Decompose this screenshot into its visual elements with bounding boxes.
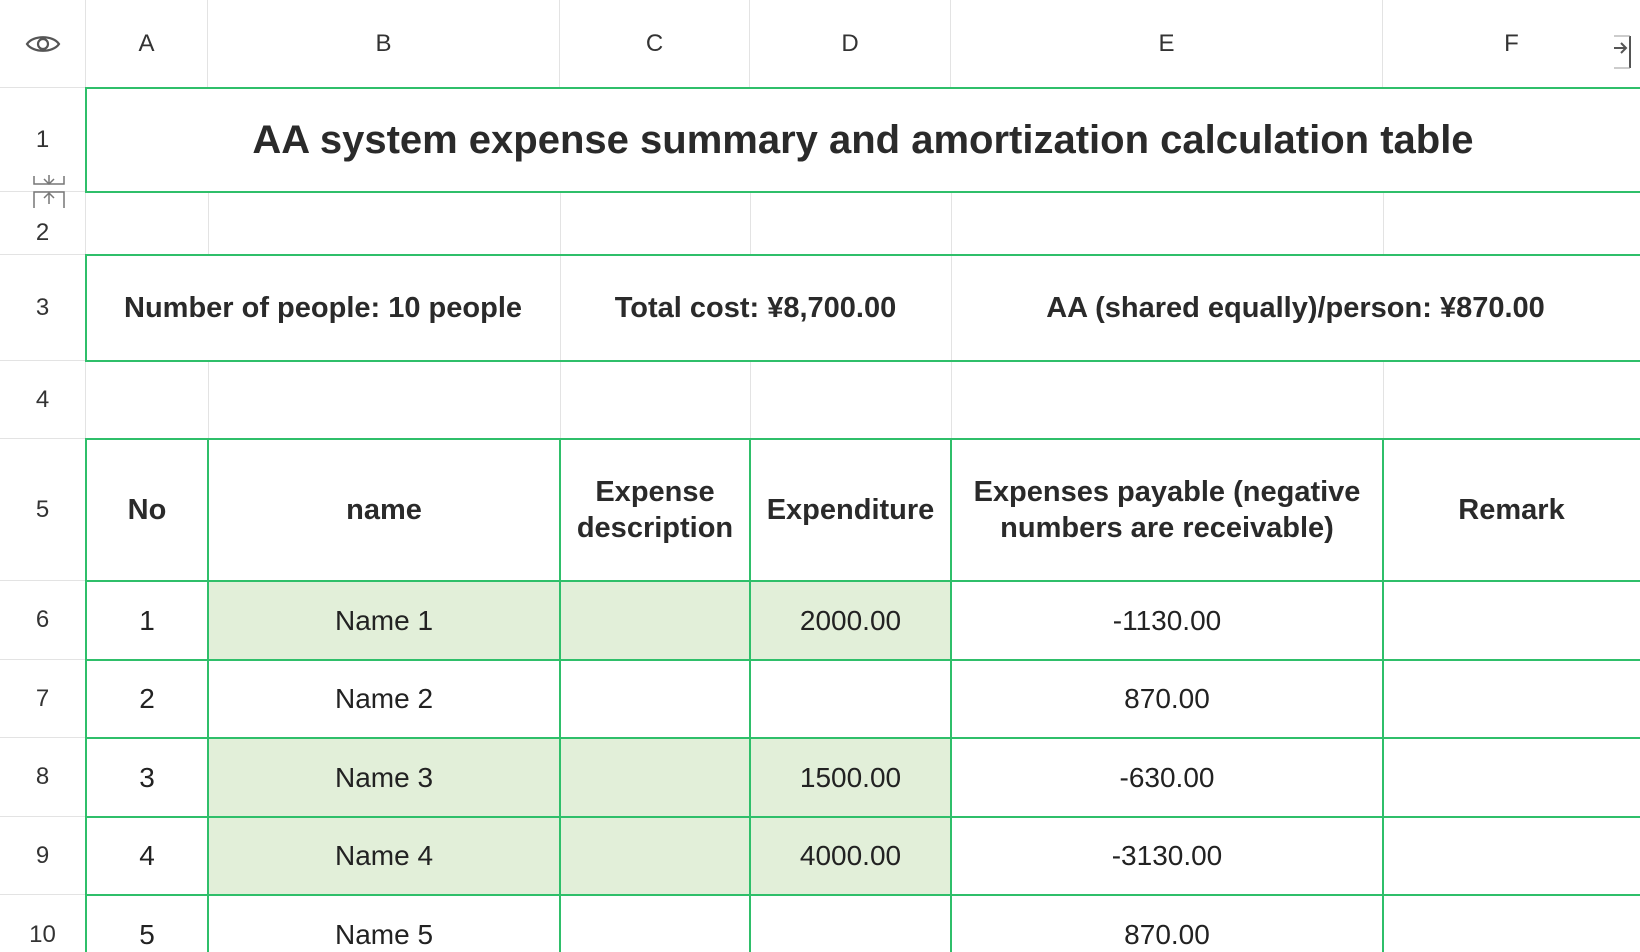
- grid-row4-ef: [1383, 361, 1384, 439]
- grid-row2-bc: [560, 192, 561, 255]
- cell-a10[interactable]: 5: [139, 919, 155, 950]
- header-name[interactable]: name: [346, 494, 422, 526]
- header-expenditure[interactable]: Expenditure: [766, 494, 935, 526]
- sheet-title[interactable]: AA system expense summary and amortization calculation table: [252, 117, 1474, 162]
- cell-a6[interactable]: 1: [139, 604, 155, 636]
- grid-row2-ef: [1383, 192, 1384, 255]
- header-description[interactable]: Expense description: [576, 476, 734, 544]
- row-header-4[interactable]: 4: [0, 361, 86, 439]
- row-header-1[interactable]: 1: [0, 88, 86, 192]
- cell-a7[interactable]: 2: [139, 683, 155, 714]
- header-remark[interactable]: Remark: [1458, 494, 1565, 526]
- select-all-corner[interactable]: [0, 0, 86, 88]
- cell-c8[interactable]: [560, 738, 750, 817]
- cell-c9[interactable]: [560, 817, 750, 895]
- cell-e7[interactable]: 870.00: [1124, 683, 1210, 714]
- cell-a9[interactable]: 4: [139, 840, 155, 871]
- row-header-10[interactable]: 10: [0, 895, 86, 952]
- column-header-e[interactable]: E: [951, 0, 1383, 88]
- column-header-a[interactable]: A: [86, 0, 208, 88]
- grid-row4-ab: [208, 361, 209, 439]
- cell-e10[interactable]: 870.00: [1124, 919, 1210, 950]
- grid-row2-de: [951, 192, 952, 255]
- row-header-2[interactable]: 2: [0, 192, 86, 255]
- cell-b8[interactable]: Name 3: [334, 761, 434, 793]
- grid-row2-ab: [208, 192, 209, 255]
- row-header-3[interactable]: 3: [0, 255, 86, 361]
- row-header-9[interactable]: 9: [0, 817, 86, 895]
- cell-e6[interactable]: -1130.00: [1112, 604, 1222, 636]
- row-header-7[interactable]: 7: [0, 660, 86, 738]
- column-header-b[interactable]: B: [208, 0, 560, 88]
- cell-b9[interactable]: Name 4: [334, 840, 434, 871]
- cell-c6[interactable]: [560, 581, 750, 660]
- header-payable[interactable]: Expenses payable (negative numbers are receivable): [973, 476, 1361, 544]
- cell-f6[interactable]: [1383, 581, 1640, 660]
- row-header-6[interactable]: 6: [0, 581, 86, 660]
- cell-c10[interactable]: [560, 895, 750, 952]
- freeze-rows-icon[interactable]: [32, 174, 66, 210]
- cell-e8[interactable]: -630.00: [1119, 761, 1215, 793]
- cell-a8[interactable]: 3: [139, 761, 155, 793]
- grid-row4-de: [951, 361, 952, 439]
- row-header-8[interactable]: 8: [0, 738, 86, 817]
- cell-d9[interactable]: 4000.00: [799, 840, 902, 871]
- cell-c7[interactable]: [560, 660, 750, 738]
- summary-per-person[interactable]: AA (shared equally)/person: ¥870.00: [1046, 291, 1545, 324]
- eye-icon[interactable]: [25, 32, 61, 56]
- cell-f8[interactable]: [1383, 738, 1640, 817]
- row-header-5[interactable]: 5: [0, 439, 86, 581]
- column-header-f[interactable]: F: [1383, 0, 1640, 88]
- grid-row2-cd: [750, 192, 751, 255]
- cell-d7[interactable]: [750, 660, 951, 738]
- grid-row4-cd: [750, 361, 751, 439]
- grid-row4-bc: [560, 361, 561, 439]
- cell-d8[interactable]: 1500.00: [799, 761, 902, 793]
- cell-d6[interactable]: 2000.00: [799, 604, 902, 636]
- column-header-c[interactable]: C: [560, 0, 750, 88]
- cell-f10[interactable]: [1383, 895, 1640, 952]
- cell-f7[interactable]: [1383, 660, 1640, 738]
- expand-right-icon[interactable]: [1612, 34, 1634, 70]
- cell-b6[interactable]: Name 1: [334, 604, 434, 636]
- cell-b10[interactable]: Name 5: [334, 919, 434, 950]
- summary-people[interactable]: Number of people: 10 people: [124, 291, 522, 324]
- summary-total[interactable]: Total cost: ¥8,700.00: [614, 291, 897, 324]
- cell-b7[interactable]: Name 2: [334, 683, 434, 714]
- column-header-d[interactable]: D: [750, 0, 951, 88]
- cell-f9[interactable]: [1383, 817, 1640, 895]
- cell-d10[interactable]: [750, 895, 951, 952]
- header-no[interactable]: No: [127, 494, 167, 526]
- cell-e9[interactable]: -3130.00: [1111, 840, 1223, 871]
